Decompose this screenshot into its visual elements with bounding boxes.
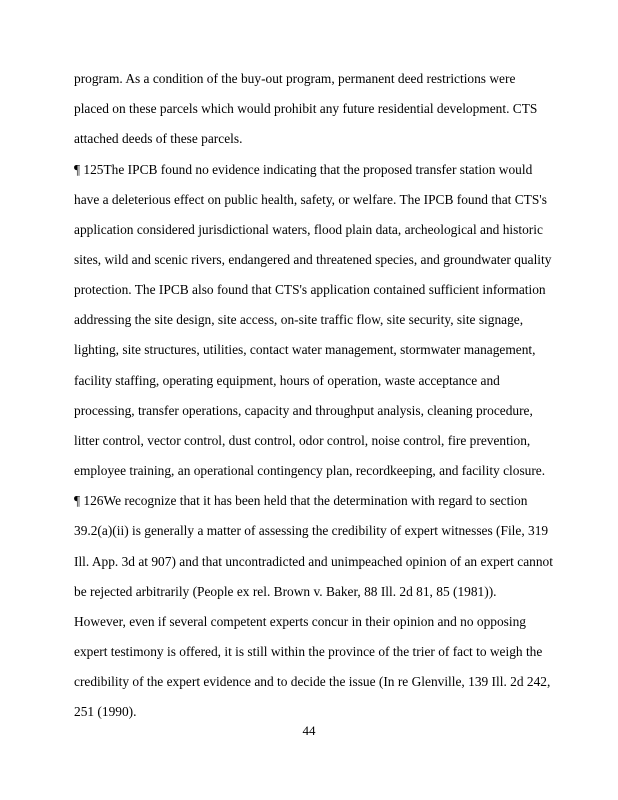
- text-line: facility staffing, operating equipment, hours of operation, waste acceptance and: [74, 373, 500, 388]
- text-line: litter control, vector control, dust control, odor control, noise control, fire prevention,: [74, 433, 531, 448]
- text-line: placed on these parcels which would prohibit any future residential development. CTS: [74, 101, 538, 116]
- text-line: processing, transfer operations, capacity and throughput analysis, cleaning procedure,: [74, 403, 533, 418]
- text-line: program. As a condition of the buy-out program, permanent deed restrictions were: [74, 71, 516, 86]
- text-line: credibility of the expert evidence and to decide the issue (In re Glenville, 139 Ill. 2d 242,: [74, 674, 551, 689]
- text-line: have a deleterious effect on public health, safety, or welfare. The IPCB found that CTS's: [74, 192, 547, 207]
- text-line: be rejected arbitrarily (People ex rel. Brown v. Baker, 88 Ill. 2d 81, 85 (1981)).: [74, 584, 497, 599]
- page-number: 44: [302, 723, 316, 738]
- text-line: 251 (1990).: [74, 704, 137, 719]
- text-line: expert testimony is offered, it is still within the province of the trier of fact to weigh the: [74, 644, 543, 659]
- text-line: protection. The IPCB also found that CTS's application contained sufficient information: [74, 282, 546, 297]
- text-line: lighting, site structures, utilities, contact water management, stormwater management,: [74, 342, 536, 357]
- paragraph-start-line: ¶ 125The IPCB found no evidence indicating that the proposed transfer station would: [74, 162, 533, 177]
- text-line: attached deeds of these parcels.: [74, 131, 243, 146]
- text-line: Ill. App. 3d at 907) and that uncontradicted and unimpeached opinion of an expert cannot: [74, 554, 553, 569]
- text-line: sites, wild and scenic rivers, endangered and threatened species, and groundwater quality: [74, 252, 552, 267]
- text-line: However, even if several competent experts concur in their opinion and no opposing: [74, 614, 527, 629]
- text-line: addressing the site design, site access, on-site traffic flow, site security, site signage,: [74, 312, 524, 327]
- text-line: employee training, an operational contingency plan, recordkeeping, and facility closure.: [74, 463, 546, 478]
- paragraph-start-line: ¶ 126We recognize that it has been held that the determination with regard to section: [74, 493, 528, 508]
- text-line: 39.2(a)(ii) is generally a matter of assessing the credibility of expert witnesses (File, 319: [74, 523, 549, 538]
- text-line: application considered jurisdictional waters, flood plain data, archeological and historic: [74, 222, 543, 237]
